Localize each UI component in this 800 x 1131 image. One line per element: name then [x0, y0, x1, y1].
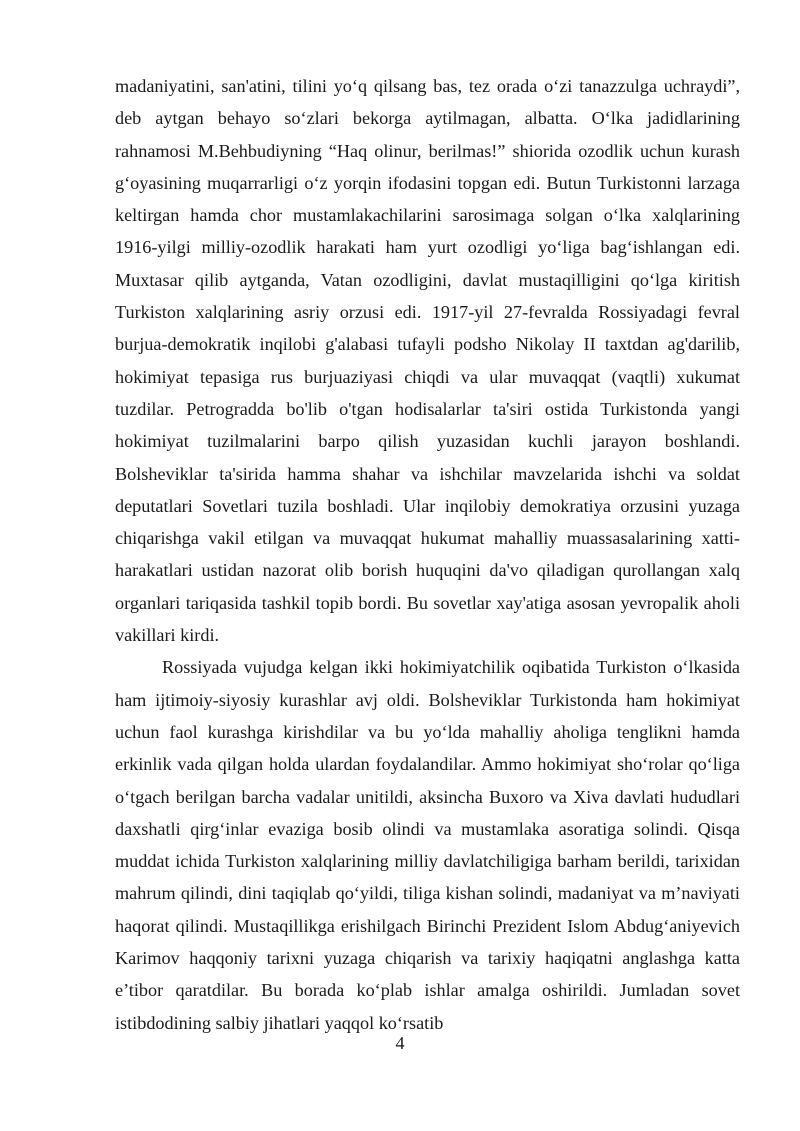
paragraph-2: Rossiyada vujudga kelgan ikki hokimiyatchilik oqibatida Turkiston o‘lkasida ham ijtimoiy-siyosiy kurashlar avj oldi. Bolsheviklar Turkistonda ham hokimiyat uchun faol kurashga kirishdilar va bu yo‘lda mahalliy aholiga tenglikni hamda erkinlik vada qilgan holda ulardan foydalandilar. Ammo hokimiyat sho‘rolar qo‘liga o‘tgach berilgan barcha vadalar unitildi, aksincha Buxoro va Xiva davlati hududlari daxshatli qirg‘inlar evaziga bosib olindi va mustamlaka asoratiga solindi. Qisqa muddat ichida Turkiston xalqlarining milliy davlatchiligiga barham berildi, tarixidan mahrum qilindi, dini taqiqlab qo‘yildi, tiliga kishan solindi, madaniyat va m’naviyati haqorat qilindi. Mustaqillikga erishilgach Birinchi Prezident Islom Abdug‘aniyevich Karimov haqqoniy tarixni yuzaga chiqarish va tarixiy haqiqatni anglashga katta e’tibor qaratdilar. Bu borada ko‘plab ishlar amalga oshirildi. Jumladan sovet istibdodining salbiy jihatlari yaqqol ko‘rsatib — [115, 657, 740, 1033]
body-text — [115, 70, 740, 1039]
page-number: 4 — [395, 1033, 405, 1053]
paragraph-1: madaniyatini, san'atini, tilini yo‘q qilsang bas, tez orada o‘zi tanazzulga uchraydi”, deb aytgan behayo so‘zlari bekorga aytilmagan, albatta. O‘lka jadidlarining rahnamosi M.Behbudiyning “Haq olinur, berilmas!” shiorida ozodlik uchun kurash g‘oyasining muqarrarligi o‘z yorqin ifodasini topgan edi. Butun Turkistonni larzaga keltirgan hamda chor mustamlakachilarini sarosimaga solgan o‘lka xalqlarining 1916-yilgi milliy-ozodlik harakati ham yurt ozodligi yo‘liga bag‘ishlangan edi. Muxtasar qilib aytganda, Vatan ozodligini, davlat mustaqilligini qo‘lga kiritish Turkiston xalqlarining asriy orzusi edi. 1917-yil 27-fevralda Rossiyadagi fevral burjua-demokratik inqilobi g'alabasi tufayli podsho Nikolay II taxtdan ag'darilib, hokimiyat tepasiga rus burjuaziyasi chiqdi va ular muvaqqat (vaqtli) xukumat tuzdilar. Petrogradda bo'lib o'tgan hodisalarlar ta'siri ostida Turkistonda yangi hokimiyat tuzilmalarini barpo qilish yuzasidan kuchli jarayon boshlandi. Bolsheviklar ta'sirida hamma shahar va ishchilar mavzelarida ishchi va soldat deputatlari Sovetlari tuzila boshladi. Ular inqilobiy demokratiya orzusini yuzaga chiqarishga vakil etilgan va muvaqqat hukumat mahalliy muassasalarining xatti-harakatlari ustidan nazorat olib borish huquqini da'vo qiladigan qurollangan xalq organlari tariqasida tashkil topib bordi. Bu sovetlar xay'atiga asosan yevropalik aholi vakillari kirdi. — [115, 76, 740, 646]
